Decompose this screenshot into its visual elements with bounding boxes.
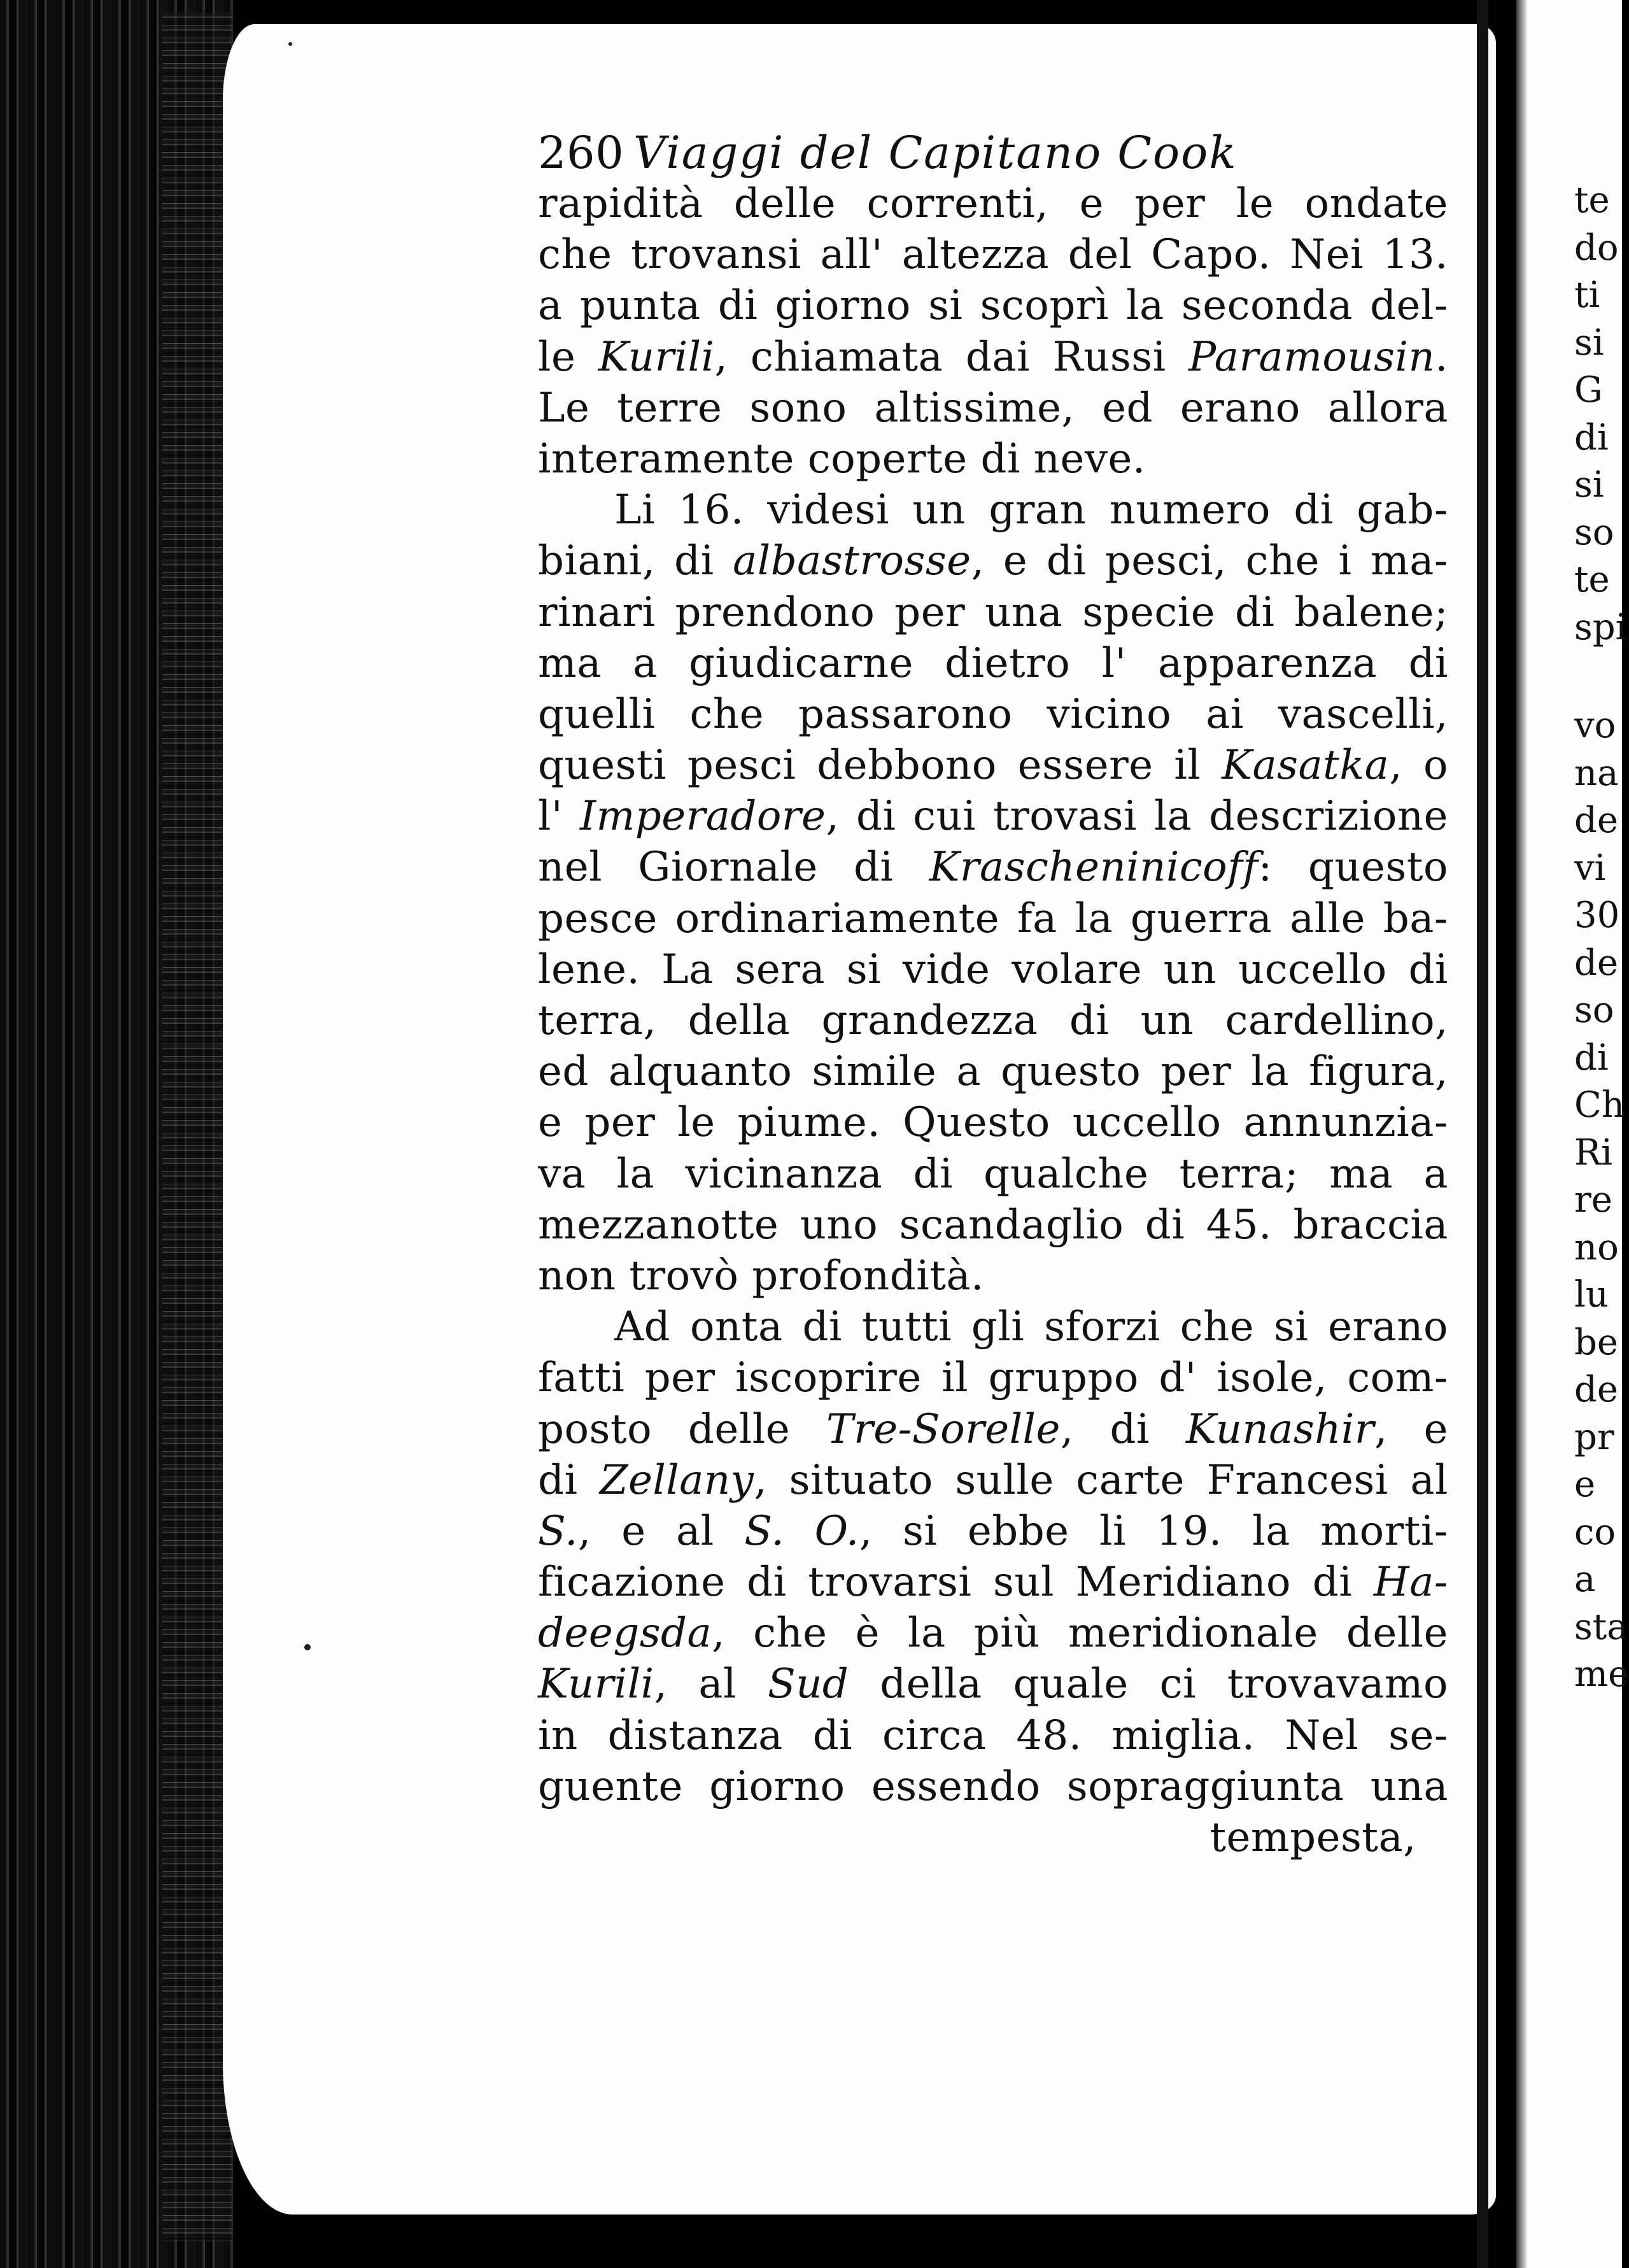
running-head: Viaggi del Capitano Cook — [633, 127, 1238, 179]
text-run: , si ebbe li 19. la morti- — [859, 1507, 1449, 1555]
text-line — [538, 1046, 1448, 1097]
text-run: ed alquanto simile a questo per la figura, — [538, 1048, 1448, 1096]
next-page-fragment: be — [1574, 1321, 1618, 1363]
text-run: rinari prendono per una specie di balene; — [538, 588, 1448, 636]
next-page-fragment: so — [1574, 989, 1614, 1031]
text-run: non trovò profondità. — [538, 1252, 984, 1300]
text-run: pesce ordinariamente fa la guerra alle ba- — [538, 895, 1448, 942]
text-line — [538, 1455, 1448, 1506]
text-run: rapidità delle correnti, e per le ondate — [538, 180, 1448, 227]
text-run: di — [538, 1456, 600, 1504]
text-line — [538, 178, 1448, 229]
text-run: , al — [654, 1661, 768, 1708]
page-number: 260 — [538, 127, 624, 179]
text-run: interamente coperte di neve. — [538, 435, 1146, 483]
next-page-fragment: pr — [1574, 1416, 1614, 1458]
text-line — [538, 893, 1448, 944]
next-page-fragment: Ch — [1574, 1084, 1625, 1126]
next-page-fragment: de — [1574, 800, 1618, 841]
text-run: Ad onta di tutti gli sforzi che si erano — [614, 1303, 1448, 1351]
text-run: biani, di — [538, 537, 733, 585]
next-page-fragment: spi — [1574, 606, 1627, 648]
text-run: Le terre sono altissime, ed erano allora — [538, 384, 1448, 432]
book-gutter — [1496, 0, 1516, 2268]
text-run: , e — [1374, 1405, 1449, 1453]
next-page-text-fragments — [1574, 175, 1629, 1697]
italic-text: Ha- — [1373, 1559, 1448, 1606]
text-line — [538, 535, 1448, 586]
italic-text: Krascheninicoff — [929, 844, 1259, 891]
italic-text: albastrosse — [733, 537, 971, 585]
text-run: a punta di giorno si scoprì la seconda del- — [538, 282, 1448, 330]
text-line — [538, 485, 1448, 535]
text-run: nel Giornale di — [538, 844, 929, 891]
italic-text: Zellany — [599, 1456, 754, 1504]
next-page-fragment: te — [1574, 559, 1610, 600]
text-line — [538, 280, 1448, 331]
text-line — [538, 1506, 1448, 1557]
text-run: , di — [1060, 1405, 1186, 1453]
next-page-fragment: di — [1574, 1037, 1609, 1079]
text-run: le — [538, 333, 598, 381]
text-line — [538, 1404, 1448, 1455]
text-run: in distanza di circa 48. miglia. Nel se- — [538, 1712, 1448, 1759]
text-line — [538, 791, 1448, 842]
italic-text: Imperadore — [579, 793, 826, 840]
text-run: , e al — [577, 1507, 745, 1555]
next-page-fragment: e — [1574, 1464, 1596, 1505]
text-run: mezzanotte uno scandaglio di 45. braccia — [538, 1201, 1448, 1249]
text-line — [538, 1352, 1448, 1403]
text-run: , di cui trovasi la descrizione — [826, 793, 1448, 840]
next-page-fragment: te — [1574, 180, 1610, 221]
gutter-shadow — [1477, 0, 1488, 2268]
text-line — [538, 383, 1448, 434]
text-run: , che è la più meridionale delle — [712, 1610, 1448, 1657]
text-run: , situato sulle carte Francesi al — [754, 1456, 1449, 1504]
next-page-fragment: Ri — [1574, 1131, 1613, 1173]
text-line — [538, 1761, 1448, 1812]
next-page-fragment: so — [1574, 511, 1614, 553]
next-page-fragment: no — [1574, 1226, 1619, 1268]
text-run: , chiamata dai Russi — [714, 333, 1189, 381]
next-page-fragment: di — [1574, 416, 1609, 458]
italic-text: S. — [538, 1507, 578, 1555]
text-run: ma a giudicarne dietro l' apparenza di — [538, 639, 1448, 687]
next-page-fragment: 30 — [1574, 895, 1620, 936]
text-run: , o — [1389, 742, 1449, 790]
italic-text: Tre-Sorelle — [826, 1405, 1061, 1453]
text-run: quelli che passarono vicino ai vascelli, — [538, 690, 1448, 738]
text-run: posto delle — [538, 1405, 826, 1453]
next-page-fragment: lu — [1574, 1274, 1609, 1315]
next-page-fragment: a — [1574, 1559, 1596, 1600]
text-run: guente giorno essendo sopraggiunta una — [538, 1762, 1448, 1810]
text-run: : questo — [1258, 844, 1448, 891]
text-line — [538, 638, 1448, 689]
next-page-fragment: si — [1574, 464, 1604, 506]
text-run: della quale ci trovavamo — [849, 1661, 1448, 1708]
ink-speck — [304, 1644, 311, 1650]
italic-text: Sud — [767, 1661, 849, 1708]
text-run: va la vicinanza di qualche terra; ma a — [538, 1150, 1448, 1198]
text-run: tempesta, — [1209, 1814, 1416, 1861]
text-run: terra, della grandezza di un cardellino, — [538, 997, 1448, 1044]
next-page-fragment: si — [1574, 322, 1604, 364]
next-page-fragment: ti — [1574, 274, 1600, 316]
text-run: questi pesci debbono essere il — [538, 742, 1222, 790]
body-text — [538, 178, 1448, 1863]
italic-text: Kurili — [598, 333, 715, 381]
next-page-fragment: G — [1574, 369, 1603, 411]
text-line — [538, 842, 1448, 893]
next-page-fragment: na — [1574, 752, 1619, 794]
next-page-fragment: me — [1574, 1654, 1629, 1695]
text-line — [538, 1200, 1448, 1251]
right-page-shadow — [1516, 0, 1528, 2268]
text-line — [538, 1812, 1448, 1863]
ink-speck — [288, 42, 292, 46]
text-line — [538, 332, 1448, 383]
text-line — [538, 1097, 1448, 1148]
text-run: e per le piume. Questo uccello annunzia- — [538, 1099, 1448, 1147]
text-line — [538, 1557, 1448, 1608]
next-page-fragment: vo — [1574, 705, 1616, 746]
text-run: Li 16. videsi un gran numero di gab- — [614, 486, 1448, 534]
text-run: ficazione di trovarsi sul Meridiano di — [538, 1559, 1374, 1606]
next-page-fragment: re — [1574, 1179, 1612, 1221]
next-page-fragment — [1574, 649, 1622, 700]
italic-text: S. O. — [744, 1507, 859, 1555]
text-line — [538, 1251, 1448, 1301]
text-run: . — [1435, 333, 1449, 381]
text-run: l' — [538, 793, 580, 840]
text-run: che trovansi all' altezza del Capo. Nei 13. — [538, 231, 1448, 279]
next-page-fragment: sta — [1574, 1606, 1628, 1648]
text-line — [538, 995, 1448, 1046]
text-line — [538, 434, 1448, 485]
text-line — [538, 1149, 1448, 1200]
italic-text: Kurili — [538, 1661, 654, 1708]
page-edges-texture — [162, 13, 232, 2241]
text-line — [538, 740, 1448, 791]
italic-text: Paramousin — [1188, 333, 1435, 381]
text-line — [538, 689, 1448, 740]
text-run: , e di pesci, che i ma- — [971, 537, 1448, 585]
text-run: fatti per iscoprire il gruppo d' isole, com- — [538, 1354, 1448, 1402]
next-page-fragment: de — [1574, 1369, 1618, 1410]
text-line — [538, 944, 1448, 995]
italic-text: Kunashir — [1185, 1405, 1374, 1453]
next-page-fragment: do — [1574, 227, 1619, 269]
next-page-fragment: vi — [1574, 847, 1606, 889]
italic-text: Kasatka — [1222, 742, 1390, 790]
next-page-fragment: de — [1574, 942, 1618, 984]
text-line — [538, 1659, 1448, 1710]
italic-text: deegsda — [538, 1610, 712, 1657]
text-line — [538, 229, 1448, 280]
next-page-fragment: co — [1574, 1511, 1616, 1553]
page-header — [538, 127, 1448, 178]
page-text — [538, 127, 1448, 1863]
text-run: lene. La sera si vide volare un uccello di — [538, 946, 1448, 993]
text-line — [538, 1710, 1448, 1761]
text-line — [538, 1301, 1448, 1352]
text-line — [538, 587, 1448, 638]
text-line — [538, 1608, 1448, 1659]
